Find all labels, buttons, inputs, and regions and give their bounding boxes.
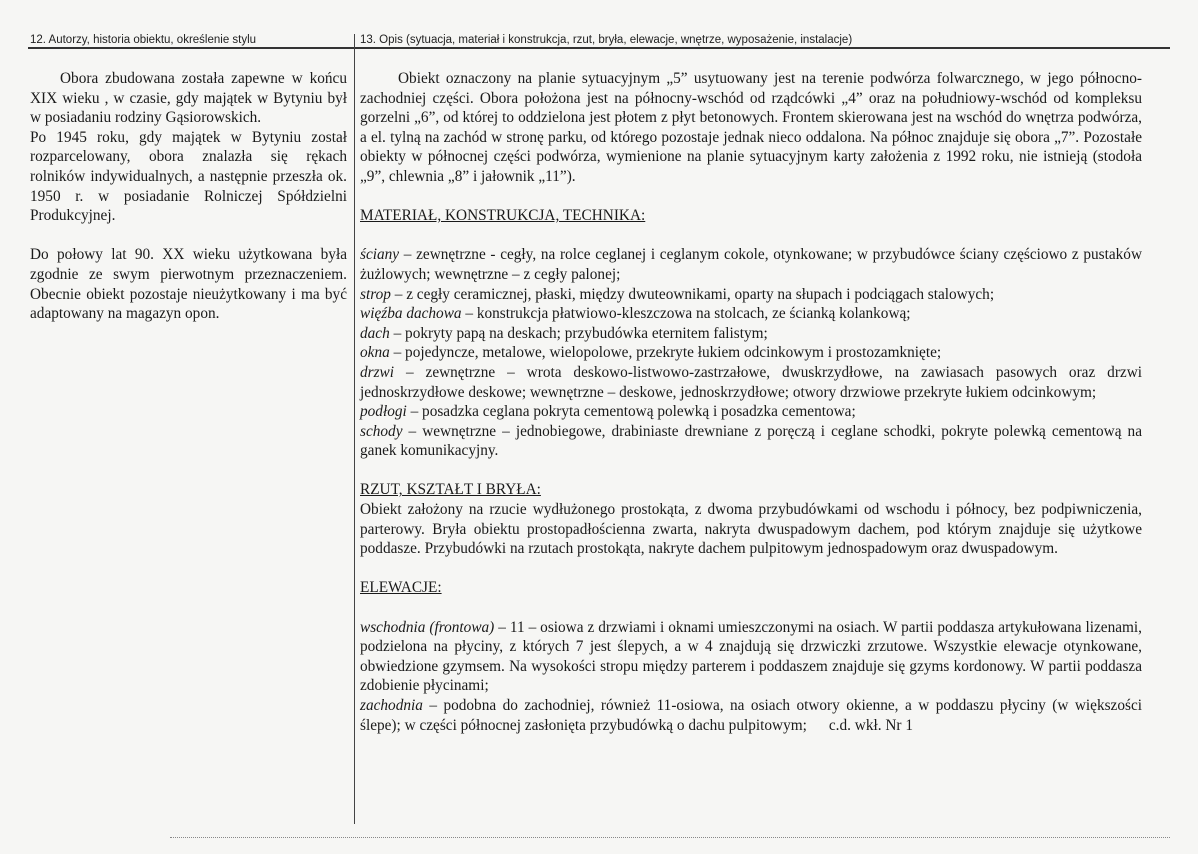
elewacja-item <box>360 618 1142 696</box>
material-text: – konstrukcja płatwiowo-kleszczowa na stolcach, ze ścianką kolankową; <box>461 305 911 323</box>
bottom-rule <box>170 837 1170 838</box>
elewacja-term: wschodnia (frontowa) <box>360 618 495 636</box>
material-term: strop <box>360 285 391 303</box>
material-heading: MATERIAŁ, KONSTRUKCJA, TECHNIKA: <box>360 207 646 225</box>
material-term: podłogi <box>360 403 407 421</box>
location-paragraph: Obiekt oznaczony na planie sytuacyjnym „5” usytuowany jest na terenie podwórza folwarcznego, w jego północno-zachodniej części. Obora położona jest na północny-wschód od rządcówki „4” oraz na południowy-wschód od kompleksu gorzelni „6”, od której to oddzielona jest płotem z płyt betonowych. Frontem skierowana jest na wschód do wnętrza podwórza, a el. tylną na zachód w stronę parku, od którego pozostaje jednak nieco oddalona. Na północ znajduje się obora „7”. Pozostałe obiekty w północnej części podwórza, wymienione na planie sytuacyjnym karty założenia z 1992 roku, nie istnieją (stodoła „9”, chlewnia „8” i jałownik „11”). <box>360 70 1142 185</box>
material-text: – zewnętrzne - cegły, na rolce ceglanej i ceglanym cokole, otynkowane; w przybudówce ściany częściowo z pustaków żużlowych; wewnętrzne – z cegły palonej; <box>360 246 1142 283</box>
material-item <box>360 363 1142 402</box>
material-item <box>360 324 1142 344</box>
description-column <box>360 69 1142 735</box>
history-paragraph-3: Do połowy lat 90. XX wieku użytkowana była zgodnie ze swym pierwotnym przeznaczeniem. Obecnie obiekt pozostaje nieużytkowany i ma być adaptowany na magazyn opon. <box>30 246 347 323</box>
history-paragraph-1: Obora zbudowana została zapewne w końcu XIX wieku , w czasie, gdy majątek w Bytyniu był w posiadaniu rodziny Gąsiorowskich. <box>30 70 347 127</box>
material-text: – zewnętrzne – wrota deskowo-listwowo-zastrzałowe, dwuskrzydłowe, na zawiasach pasowych oraz drzwi jednoskrzydłowe deskowe; wewnętrzne – deskowe, jednoskrzydłowe; otwory drzwiowe przekryte łukiem odcinkowym; <box>360 363 1142 401</box>
material-term: drzwi <box>360 363 395 381</box>
elewacje-list <box>360 618 1142 736</box>
material-text: – pojedyncze, metalowe, wielopolowe, przekryte łukiem odcinkowym i prostozamknięte; <box>389 344 942 362</box>
column-divider <box>354 34 355 824</box>
header-rule <box>28 47 1170 49</box>
material-term: ściany <box>360 246 400 264</box>
material-text: – pokryty papą na deskach; przybudówka eternitem falistym; <box>389 324 768 342</box>
material-list <box>360 245 1142 461</box>
material-text: – posadzka ceglana pokryta cementową polewką i posadzka cementowa; <box>406 403 856 421</box>
history-column <box>30 69 347 324</box>
elewacja-text: – 11 – osiowa z drzwiami i oknami umieszczonymi na osiach. W partii poddasza artykułowana lizenami, podzielona na płyciny, z których 7 jest ślepych, a w 4 znajdują się drzwiczki zrzutowe. Wszystkie elewacje otynkowane, obwiedzione gzymsem. Na wysokości stropu między parterem i poddaszem znajduje się gzyms kordonowy. W partii poddasza zdobienie płycinami; <box>360 618 1142 695</box>
elewacja-text: – podobna do zachodniej, również 11-osiowa, na osiach otwory okienne, a w poddaszu płyciny (w większości ślepe); w części północnej zasłonięta przybudówką o dachu pulpitowym; <box>360 697 1142 734</box>
material-term: schody <box>360 422 403 440</box>
rzut-heading: RZUT, KSZTAŁT I BRYŁA: <box>360 481 541 499</box>
material-term: więźba dachowa <box>360 305 462 323</box>
material-item <box>360 285 1142 305</box>
material-item <box>360 245 1142 284</box>
material-text: – z cegły ceramicznej, płaski, między dwuteownikami, oparty na słupach i podciągach stalowych; <box>390 285 995 303</box>
material-text: – wewnętrzne – jednobiegowe, drabiniaste drewniane z poręczą i ceglane schodki, pokryte polewką cementową na ganek komunikacyjny. <box>360 422 1142 460</box>
material-term: okna <box>360 344 390 362</box>
rzut-paragraph: Obiekt założony na rzucie wydłużonego prostokąta, z dwoma przybudówkami od wschodu i północy, bez podpiwniczenia, parterowy. Bryła obiektu prostopadłościenna zwarta, nakryta dwuspadowym dachem, pod którym znajduje się użytkowe poddasze. Przybudówki na rzutach prostokąta, nakryte dachem pulpitowym jednospadowym oraz dwuspadowym. <box>360 501 1142 558</box>
material-item <box>360 343 1142 363</box>
history-paragraph-2: Po 1945 roku, gdy majątek w Bytyniu został rozparcelowany, obora znalazła się rękach rolników indywidualnych, a następnie przeszła ok. 1950 r. w posiadanie Rolniczej Spółdzielni Produkcyjnej. <box>30 128 347 225</box>
elewacja-item <box>360 696 1142 735</box>
elewacje-heading: ELEWACJE: <box>360 579 442 597</box>
left-section-header: 12. Autorzy, historia obiektu, określenie stylu <box>30 34 257 46</box>
material-item <box>360 402 1142 422</box>
right-section-header: 13. Opis (sytuacja, materiał i konstrukcja, rzut, bryła, elewacje, wnętrze, wyposażenie, instalacje) <box>360 34 853 46</box>
material-item <box>360 304 1142 324</box>
continuation-reference: c.d. wkł. Nr 1 <box>828 716 913 734</box>
elewacja-term: zachodnia <box>360 697 423 714</box>
material-item <box>360 422 1142 461</box>
material-term: dach <box>360 324 390 342</box>
